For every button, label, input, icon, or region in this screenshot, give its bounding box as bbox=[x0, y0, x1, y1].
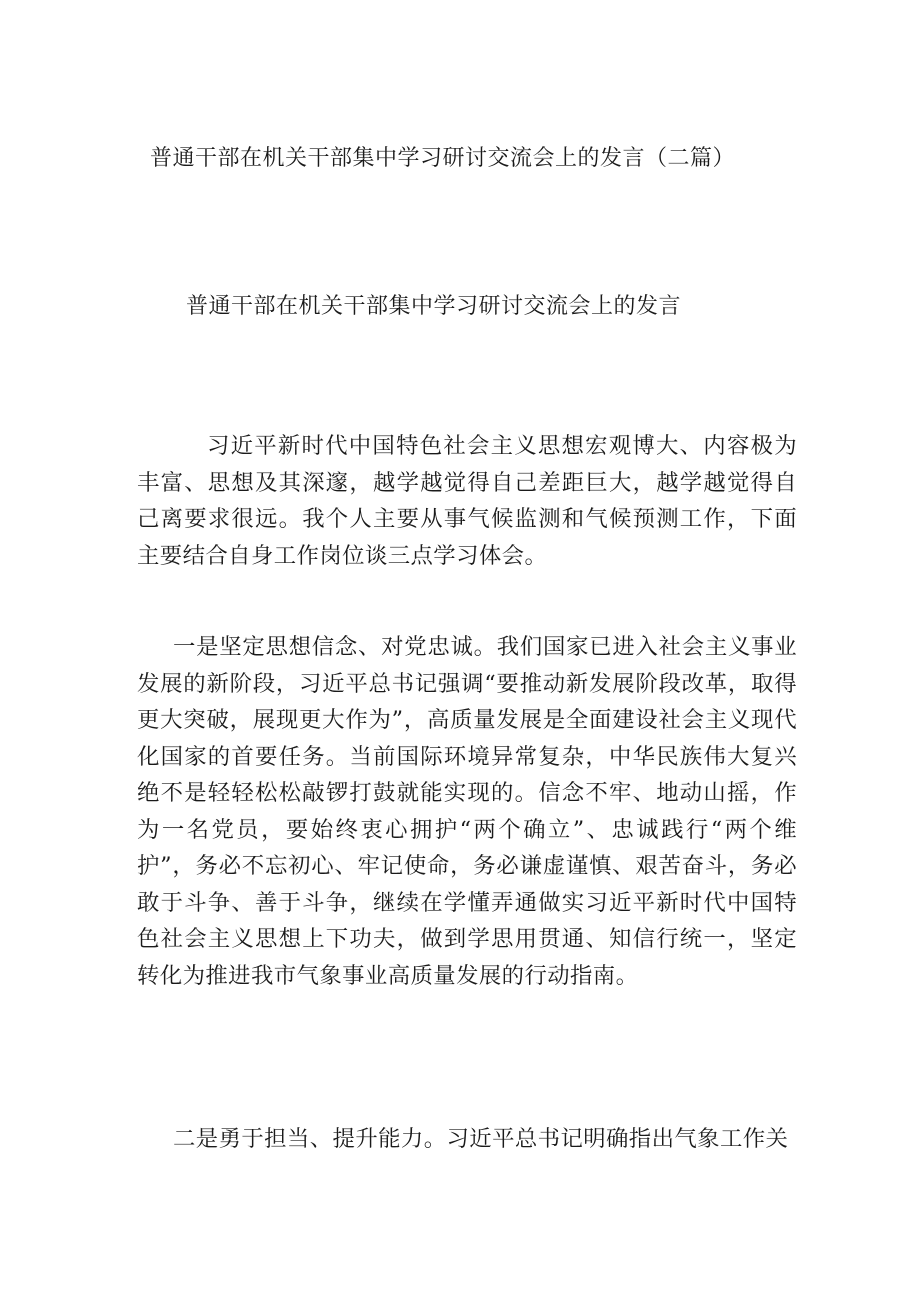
section-title: 普通干部在机关干部集中学习研讨交流会上的发言 bbox=[186, 294, 682, 319]
paragraph-point-one: 一是坚定思想信念、对党忠诚。我们国家已进入社会主义事业发展的新阶段，习近平总书记强调“要推动新发展阶段改革，取得更大突破，展现更大作为”，高质量发展是全面建设社会主义现代化国家的首要任务。当前国际环境异常复杂，中华民族伟大复兴绝不是轻轻松松敲锣打鼓就能实现的。信念不牢、地动山摇，作为一名党员，要始终衷心拥护“两个确立”、忠诚践行“两个维护”，务必不忘初心、牢记使命，务必谦虚谨慎、艰苦奋斗，务必敢于斗争、善于斗争，继续在学懂弄通做实习近平新时代中国特色社会主义思想上下功夫，做到学思用贯通、知信行统一，坚定转化为推进我市气象事业高质量发展的行动指南。 bbox=[137, 634, 797, 989]
paragraph-intro: 习近平新时代中国特色社会主义思想宏观博大、内容极为丰富、思想及其深邃，越学越觉得自己差距巨大，越学越觉得自己离要求很远。我个人主要从事气候监测和气候预测工作，下面主要结合自身工作岗位谈三点学习体会。 bbox=[137, 433, 797, 569]
paragraph-point-two: 二是勇于担当、提升能力。习近平总书记明确指出气象工作关 bbox=[173, 1126, 789, 1152]
document-title: 普通干部在机关干部集中学习研讨交流会上的发言（二篇） bbox=[150, 146, 736, 171]
